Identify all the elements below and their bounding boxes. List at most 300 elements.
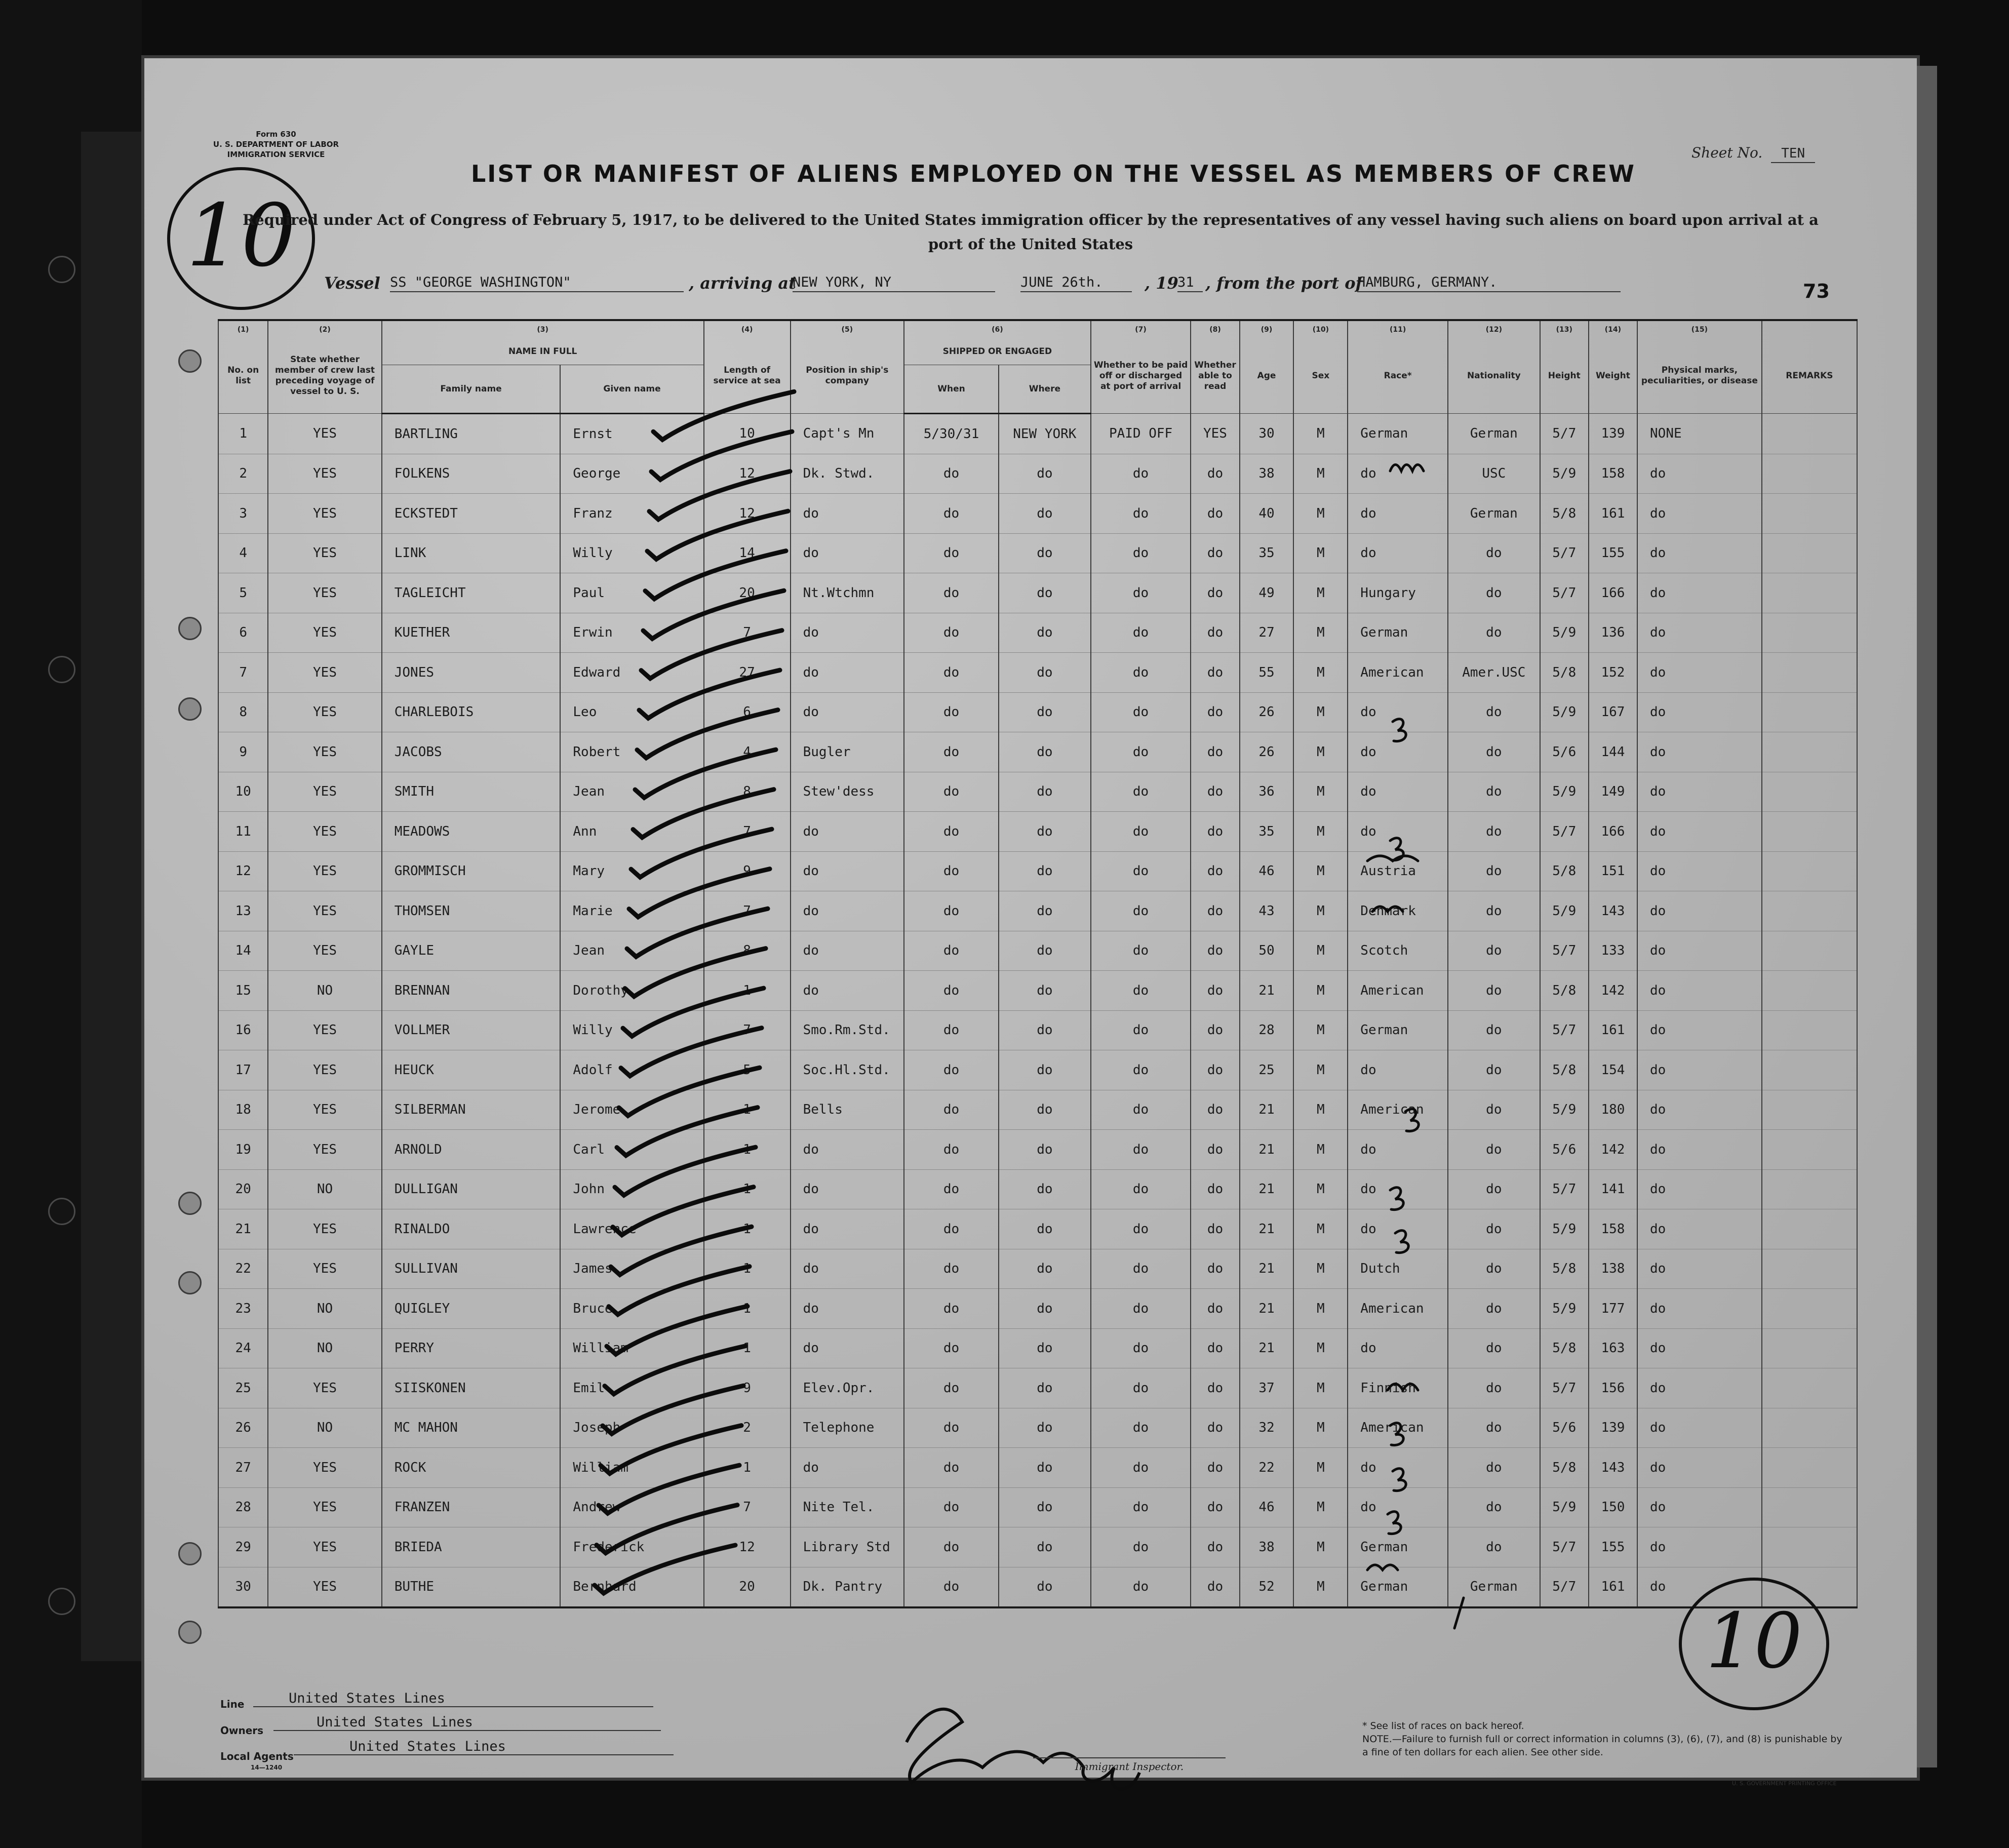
- height-cell: 5/8: [1540, 1328, 1589, 1368]
- physical-marks-cell: do: [1637, 454, 1762, 494]
- engaged-when-cell: do: [904, 851, 999, 891]
- engaged-when-cell: do: [904, 1050, 999, 1090]
- member-last-voyage-cell: YES: [268, 1010, 381, 1050]
- physical-marks-cell: do: [1637, 653, 1762, 693]
- table-row: [218, 931, 1857, 971]
- length-of-service-cell: 7: [704, 891, 791, 931]
- race-cell: American: [1348, 1090, 1448, 1130]
- footer-agents-label: Local Agents: [220, 1750, 294, 1762]
- ship-position-cell: do: [791, 533, 904, 573]
- member-last-voyage-cell: YES: [268, 1050, 381, 1090]
- height-cell: 5/7: [1540, 1169, 1589, 1209]
- able-to-read-cell: do: [1191, 931, 1239, 971]
- family-name-cell: ROCK: [382, 1448, 561, 1488]
- engaged-when-cell: do: [904, 971, 999, 1011]
- ship-position-cell: do: [791, 1448, 904, 1488]
- age-cell: 21: [1240, 1289, 1294, 1329]
- nationality-cell: do: [1448, 533, 1540, 573]
- engaged-when-cell: do: [904, 653, 999, 693]
- age-cell: 52: [1240, 1567, 1294, 1607]
- header-able-read: Whether able to read: [1191, 338, 1239, 414]
- physical-marks-cell: do: [1637, 613, 1762, 653]
- paid-off-cell: do: [1091, 1487, 1191, 1527]
- paid-off-cell: do: [1091, 533, 1191, 573]
- member-last-voyage-cell: YES: [268, 812, 381, 852]
- remarks-cell: [1762, 1050, 1857, 1090]
- member-last-voyage-cell: YES: [268, 931, 381, 971]
- family-name-cell: ARNOLD: [382, 1130, 561, 1170]
- table-row: [218, 1448, 1857, 1488]
- weight-cell: 154: [1589, 1050, 1637, 1090]
- sex-cell: M: [1293, 1289, 1348, 1329]
- height-cell: 5/9: [1540, 692, 1589, 732]
- given-name-cell: Bruce: [560, 1289, 703, 1329]
- able-to-read-cell: do: [1191, 653, 1239, 693]
- member-last-voyage-cell: YES: [268, 1527, 381, 1567]
- race-cell: do: [1348, 454, 1448, 494]
- header-given-name: Given name: [560, 365, 703, 414]
- given-name-cell: Robert: [560, 732, 703, 772]
- given-name-cell: William: [560, 1328, 703, 1368]
- age-cell: 30: [1240, 414, 1294, 454]
- physical-marks-cell: do: [1637, 812, 1762, 852]
- sex-cell: M: [1293, 1448, 1348, 1488]
- age-cell: 25: [1240, 1050, 1294, 1090]
- table-row: [218, 891, 1857, 931]
- sex-cell: M: [1293, 414, 1348, 454]
- ship-position-cell: do: [791, 891, 904, 931]
- header-age: Age: [1240, 338, 1294, 414]
- engaged-where-cell: do: [999, 1249, 1091, 1289]
- able-to-read-cell: do: [1191, 1408, 1239, 1448]
- table-row: [218, 1527, 1857, 1567]
- family-name-cell: FOLKENS: [382, 454, 561, 494]
- circled-sheet-number-bottom: 10: [1679, 1578, 1829, 1710]
- paid-off-cell: do: [1091, 494, 1191, 534]
- family-name-cell: BRIEDA: [382, 1527, 561, 1567]
- given-name-cell: Marie: [560, 891, 703, 931]
- header-physical-marks: Physical marks, peculiarities, or disease: [1637, 338, 1762, 414]
- family-name-cell: PERRY: [382, 1328, 561, 1368]
- engaged-when-cell: do: [904, 1169, 999, 1209]
- inspector-label: Immigrant Inspector.: [1033, 1757, 1226, 1773]
- given-name-cell: Ernst: [560, 414, 703, 454]
- row-number-cell: 22: [218, 1249, 268, 1289]
- weight-cell: 158: [1589, 454, 1637, 494]
- row-number-cell: 12: [218, 851, 268, 891]
- ship-position-cell: Soc.Hl.Std.: [791, 1050, 904, 1090]
- row-number-cell: 6: [218, 613, 268, 653]
- remarks-cell: [1762, 1169, 1857, 1209]
- sex-cell: M: [1293, 931, 1348, 971]
- weight-cell: 155: [1589, 533, 1637, 573]
- engaged-when-cell: do: [904, 494, 999, 534]
- length-of-service-cell: 7: [704, 613, 791, 653]
- given-name-cell: Jerome: [560, 1090, 703, 1130]
- given-name-cell: Ann: [560, 812, 703, 852]
- footnotes: [1362, 1719, 1848, 1759]
- able-to-read-cell: do: [1191, 1487, 1239, 1527]
- binder-hole: [178, 697, 202, 721]
- weight-cell: 144: [1589, 732, 1637, 772]
- table-row: [218, 1169, 1857, 1209]
- engaged-when-cell: do: [904, 1090, 999, 1130]
- sex-cell: M: [1293, 573, 1348, 613]
- table-row: [218, 772, 1857, 812]
- able-to-read-cell: do: [1191, 1448, 1239, 1488]
- height-cell: 5/8: [1540, 494, 1589, 534]
- length-of-service-cell: 7: [704, 1010, 791, 1050]
- col-number: (11): [1348, 320, 1448, 338]
- height-cell: 5/9: [1540, 1289, 1589, 1329]
- remarks-cell: [1762, 812, 1857, 852]
- ship-position-cell: do: [791, 812, 904, 852]
- remarks-cell: [1762, 533, 1857, 573]
- table-row: [218, 1328, 1857, 1368]
- family-name-cell: BRENNAN: [382, 971, 561, 1011]
- able-to-read-cell: do: [1191, 1328, 1239, 1368]
- family-name-cell: TAGLEICHT: [382, 573, 561, 613]
- length-of-service-cell: 27: [704, 653, 791, 693]
- length-of-service-cell: 12: [704, 494, 791, 534]
- page-title: LIST OR MANIFEST OF ALIENS EMPLOYED ON THE VESSEL AS MEMBERS OF CREW: [470, 160, 1636, 187]
- paid-off-cell: do: [1091, 1368, 1191, 1408]
- weight-cell: 141: [1589, 1169, 1637, 1209]
- weight-cell: 152: [1589, 653, 1637, 693]
- ship-position-cell: do: [791, 1249, 904, 1289]
- table-row: [218, 1249, 1857, 1289]
- member-last-voyage-cell: YES: [268, 454, 381, 494]
- page-subtitle: Required under Act of Congress of February 5, 1917, to be delivered to the United States immigration officer by the representatives of any vessel having such aliens on board upon arrival at a port of the United States: [243, 211, 1819, 253]
- engaged-when-cell: do: [904, 1010, 999, 1050]
- age-cell: 35: [1240, 533, 1294, 573]
- sex-cell: M: [1293, 1209, 1348, 1249]
- header-shipped-engaged: SHIPPED OR ENGAGED: [904, 338, 1091, 365]
- header-name-in-full: NAME IN FULL: [382, 338, 704, 365]
- sex-cell: M: [1293, 1130, 1348, 1170]
- member-last-voyage-cell: YES: [268, 732, 381, 772]
- height-cell: 5/9: [1540, 1090, 1589, 1130]
- nationality-cell: do: [1448, 1328, 1540, 1368]
- length-of-service-cell: 5: [704, 1050, 791, 1090]
- table-row: [218, 1567, 1857, 1607]
- sex-cell: M: [1293, 1249, 1348, 1289]
- weight-cell: 177: [1589, 1289, 1637, 1329]
- physical-marks-cell: do: [1637, 1368, 1762, 1408]
- engaged-when-cell: do: [904, 454, 999, 494]
- engaged-when-cell: do: [904, 891, 999, 931]
- paid-off-cell: do: [1091, 1328, 1191, 1368]
- col-number: (3): [382, 320, 704, 338]
- nationality-cell: do: [1448, 1209, 1540, 1249]
- race-cell: German: [1348, 414, 1448, 454]
- nationality-cell: do: [1448, 1010, 1540, 1050]
- table-row: [218, 1487, 1857, 1527]
- race-cell: do: [1348, 1130, 1448, 1170]
- col-number-remarks: [1762, 320, 1857, 338]
- length-of-service-cell: 10: [704, 414, 791, 454]
- column-number-row: [218, 320, 1857, 338]
- physical-marks-cell: do: [1637, 692, 1762, 732]
- ship-position-cell: Library Std: [791, 1527, 904, 1567]
- physical-marks-cell: do: [1637, 732, 1762, 772]
- arriving-label: , arriving at: [689, 273, 796, 293]
- family-name-cell: KUETHER: [382, 613, 561, 653]
- footer-owners-label: Owners: [220, 1724, 264, 1737]
- physical-marks-cell: do: [1637, 1448, 1762, 1488]
- length-of-service-cell: 7: [704, 1487, 791, 1527]
- row-number-cell: 25: [218, 1368, 268, 1408]
- engaged-when-cell: do: [904, 1130, 999, 1170]
- member-last-voyage-cell: YES: [268, 533, 381, 573]
- binder-hole: [178, 1621, 202, 1644]
- header-length-service: Length of service at sea: [704, 338, 791, 414]
- binder-hole: [178, 1271, 202, 1294]
- able-to-read-cell: do: [1191, 732, 1239, 772]
- ship-position-cell: Nite Tel.: [791, 1487, 904, 1527]
- col-number: (9): [1240, 320, 1294, 338]
- col-number: (1): [218, 320, 268, 338]
- given-name-cell: Emil: [560, 1368, 703, 1408]
- race-cell: do: [1348, 1448, 1448, 1488]
- engaged-where-cell: do: [999, 1527, 1091, 1567]
- engaged-where-cell: NEW YORK: [999, 414, 1091, 454]
- physical-marks-cell: do: [1637, 1527, 1762, 1567]
- engaged-when-cell: do: [904, 1567, 999, 1607]
- paid-off-cell: do: [1091, 931, 1191, 971]
- form-code: 14—1240: [251, 1764, 283, 1771]
- length-of-service-cell: 12: [704, 1527, 791, 1567]
- ship-position-cell: do: [791, 1289, 904, 1329]
- given-name-cell: Joseph: [560, 1408, 703, 1448]
- family-name-cell: CHARLEBOIS: [382, 692, 561, 732]
- paid-off-cell: do: [1091, 454, 1191, 494]
- race-cell: Austria: [1348, 851, 1448, 891]
- physical-marks-cell: do: [1637, 1130, 1762, 1170]
- crew-manifest-table: [218, 319, 1858, 1608]
- able-to-read-cell: do: [1191, 1090, 1239, 1130]
- family-name-cell: GAYLE: [382, 931, 561, 971]
- sex-cell: M: [1293, 1527, 1348, 1567]
- nationality-cell: Amer.USC: [1448, 653, 1540, 693]
- family-name-cell: THOMSEN: [382, 891, 561, 931]
- length-of-service-cell: 1: [704, 1209, 791, 1249]
- engaged-where-cell: do: [999, 891, 1091, 931]
- height-cell: 5/7: [1540, 1010, 1589, 1050]
- physical-marks-cell: do: [1637, 1567, 1762, 1607]
- engaged-when-cell: do: [904, 1249, 999, 1289]
- nationality-cell: do: [1448, 1050, 1540, 1090]
- paid-off-cell: do: [1091, 732, 1191, 772]
- ship-position-cell: Capt's Mn: [791, 414, 904, 454]
- nationality-cell: do: [1448, 1527, 1540, 1567]
- engaged-where-cell: do: [999, 494, 1091, 534]
- weight-cell: 163: [1589, 1328, 1637, 1368]
- able-to-read-cell: do: [1191, 812, 1239, 852]
- physical-marks-cell: NONE: [1637, 414, 1762, 454]
- race-cell: American: [1348, 971, 1448, 1011]
- ship-position-cell: Dk. Pantry: [791, 1567, 904, 1607]
- engaged-when-cell: do: [904, 613, 999, 653]
- arrival-year: 31: [1177, 274, 1203, 292]
- family-name-cell: MEADOWS: [382, 812, 561, 852]
- physical-marks-cell: do: [1637, 971, 1762, 1011]
- able-to-read-cell: do: [1191, 1527, 1239, 1567]
- able-to-read-cell: do: [1191, 573, 1239, 613]
- row-number-cell: 1: [218, 414, 268, 454]
- col-number: (2): [268, 320, 381, 338]
- given-name-cell: Willy: [560, 533, 703, 573]
- engaged-where-cell: do: [999, 1130, 1091, 1170]
- engaged-where-cell: do: [999, 692, 1091, 732]
- ship-position-cell: do: [791, 1169, 904, 1209]
- length-of-service-cell: 1: [704, 1328, 791, 1368]
- given-name-cell: Dorothy: [560, 971, 703, 1011]
- sex-cell: M: [1293, 1567, 1348, 1607]
- race-cell: do: [1348, 1169, 1448, 1209]
- height-cell: 5/9: [1540, 613, 1589, 653]
- row-number-cell: 28: [218, 1487, 268, 1527]
- age-cell: 37: [1240, 1368, 1294, 1408]
- length-of-service-cell: 1: [704, 1090, 791, 1130]
- able-to-read-cell: do: [1191, 772, 1239, 812]
- ship-position-cell: Bugler: [791, 732, 904, 772]
- header-paid-off: Whether to be paid off or discharged at port of arrival: [1091, 338, 1191, 414]
- height-cell: 5/9: [1540, 1209, 1589, 1249]
- nationality-cell: do: [1448, 1408, 1540, 1448]
- remarks-cell: [1762, 1289, 1857, 1329]
- remarks-cell: [1762, 613, 1857, 653]
- physical-marks-cell: do: [1637, 1169, 1762, 1209]
- ship-position-cell: do: [791, 1328, 904, 1368]
- able-to-read-cell: do: [1191, 613, 1239, 653]
- able-to-read-cell: do: [1191, 1050, 1239, 1090]
- engaged-where-cell: do: [999, 613, 1091, 653]
- crew-rows: [218, 414, 1857, 1608]
- row-number-cell: 14: [218, 931, 268, 971]
- sex-cell: M: [1293, 891, 1348, 931]
- penalty-note: NOTE.—Failure to furnish full or correct information in columns (3), (6), (7), and (8) is punishable by a fine of ten dollars for each alien. See other side.: [1362, 1734, 1842, 1758]
- engaged-where-cell: do: [999, 851, 1091, 891]
- paid-off-cell: do: [1091, 1289, 1191, 1329]
- given-name-cell: Willy: [560, 1010, 703, 1050]
- engaged-where-cell: do: [999, 1368, 1091, 1408]
- engaged-when-cell: do: [904, 931, 999, 971]
- member-last-voyage-cell: YES: [268, 1090, 381, 1130]
- able-to-read-cell: do: [1191, 494, 1239, 534]
- family-name-cell: HEUCK: [382, 1050, 561, 1090]
- ship-position-cell: do: [791, 692, 904, 732]
- weight-cell: 143: [1589, 1448, 1637, 1488]
- height-cell: 5/6: [1540, 732, 1589, 772]
- member-last-voyage-cell: NO: [268, 1328, 381, 1368]
- height-cell: 5/8: [1540, 1249, 1589, 1289]
- paid-off-cell: do: [1091, 1010, 1191, 1050]
- age-cell: 55: [1240, 653, 1294, 693]
- engaged-when-cell: do: [904, 692, 999, 732]
- row-number-cell: 11: [218, 812, 268, 852]
- remarks-cell: [1762, 1448, 1857, 1488]
- weight-cell: 142: [1589, 971, 1637, 1011]
- physical-marks-cell: do: [1637, 1050, 1762, 1090]
- engaged-where-cell: do: [999, 1050, 1091, 1090]
- paid-off-cell: do: [1091, 891, 1191, 931]
- physical-marks-cell: do: [1637, 1010, 1762, 1050]
- family-name-cell: JACOBS: [382, 732, 561, 772]
- member-last-voyage-cell: YES: [268, 1368, 381, 1408]
- height-cell: 5/8: [1540, 1050, 1589, 1090]
- header-weight: Weight: [1589, 338, 1637, 414]
- engaged-where-cell: do: [999, 1487, 1091, 1527]
- physical-marks-cell: do: [1637, 1249, 1762, 1289]
- header-where: Where: [999, 365, 1091, 414]
- paid-off-cell: do: [1091, 1209, 1191, 1249]
- footer-line-value: United States Lines: [253, 1690, 653, 1707]
- race-cell: German: [1348, 1010, 1448, 1050]
- ship-position-cell: do: [791, 1130, 904, 1170]
- height-cell: 5/7: [1540, 573, 1589, 613]
- footer-agents-value: United States Lines: [294, 1739, 674, 1755]
- given-name-cell: Mary: [560, 851, 703, 891]
- row-number-cell: 29: [218, 1527, 268, 1567]
- height-cell: 5/9: [1540, 1487, 1589, 1527]
- row-number-cell: 27: [218, 1448, 268, 1488]
- age-cell: 21: [1240, 971, 1294, 1011]
- nationality-cell: do: [1448, 1249, 1540, 1289]
- paid-off-cell: do: [1091, 851, 1191, 891]
- punch-hole: [48, 656, 75, 683]
- member-last-voyage-cell: YES: [268, 1130, 381, 1170]
- nationality-cell: do: [1448, 1487, 1540, 1527]
- able-to-read-cell: do: [1191, 851, 1239, 891]
- nationality-cell: do: [1448, 891, 1540, 931]
- departure-port: HAMBURG, GERMANY.: [1357, 274, 1621, 292]
- race-cell: German: [1348, 613, 1448, 653]
- member-last-voyage-cell: YES: [268, 1448, 381, 1488]
- row-number-cell: 30: [218, 1567, 268, 1607]
- remarks-cell: [1762, 573, 1857, 613]
- sheet-number-label: Sheet No.: [1691, 144, 1763, 161]
- header-no-on-list: No. on list: [218, 338, 268, 414]
- race-cell: Scotch: [1348, 931, 1448, 971]
- given-name-cell: George: [560, 454, 703, 494]
- table-row: [218, 454, 1857, 494]
- sex-cell: M: [1293, 851, 1348, 891]
- physical-marks-cell: do: [1637, 1408, 1762, 1448]
- length-of-service-cell: 6: [704, 692, 791, 732]
- paid-off-cell: do: [1091, 613, 1191, 653]
- height-cell: 5/9: [1540, 891, 1589, 931]
- member-last-voyage-cell: YES: [268, 1567, 381, 1607]
- punch-hole: [48, 256, 75, 283]
- engaged-where-cell: do: [999, 812, 1091, 852]
- table-row: [218, 1050, 1857, 1090]
- table-row: [218, 414, 1857, 454]
- nationality-cell: German: [1448, 414, 1540, 454]
- nationality-cell: do: [1448, 772, 1540, 812]
- remarks-cell: [1762, 1249, 1857, 1289]
- sex-cell: M: [1293, 533, 1348, 573]
- weight-cell: 143: [1589, 891, 1637, 931]
- weight-cell: 156: [1589, 1368, 1637, 1408]
- col-number: (7): [1091, 320, 1191, 338]
- remarks-cell: [1762, 692, 1857, 732]
- engaged-when-cell: 5/30/31: [904, 414, 999, 454]
- height-cell: 5/9: [1540, 454, 1589, 494]
- physical-marks-cell: do: [1637, 494, 1762, 534]
- race-cell: do: [1348, 533, 1448, 573]
- table-row: [218, 1368, 1857, 1408]
